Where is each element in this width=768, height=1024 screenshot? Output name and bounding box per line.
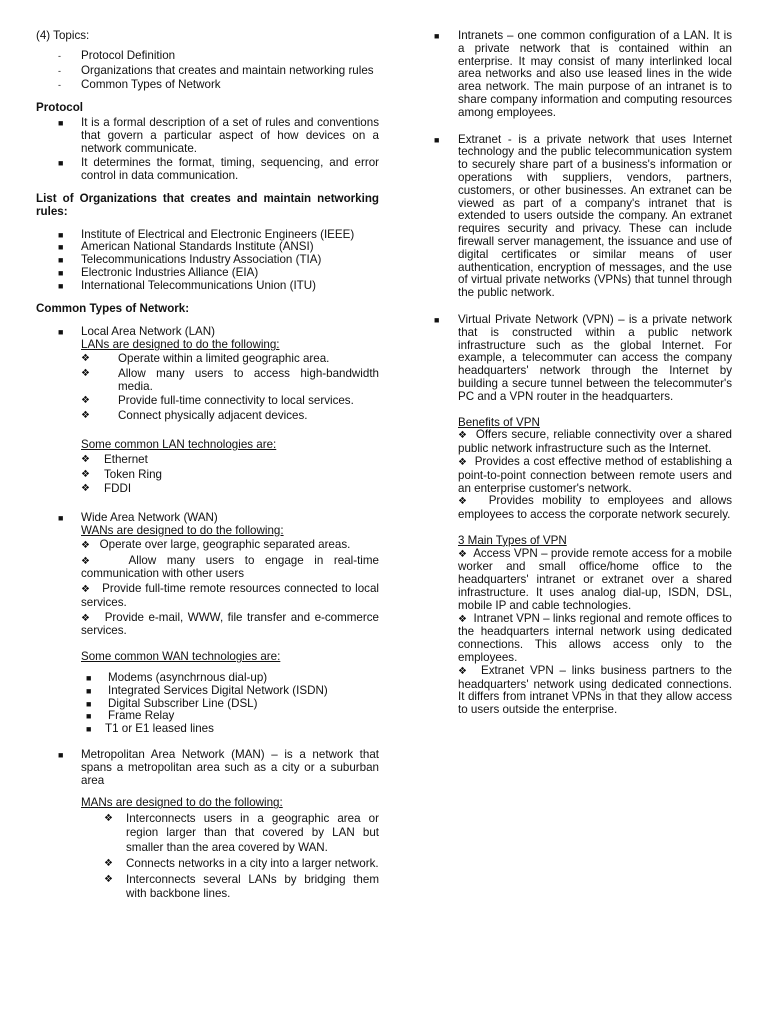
vpn-benefits-heading: Benefits of VPN	[458, 415, 540, 429]
square-bullet-icon: ■	[58, 229, 64, 240]
list-item: - Organizations that creates and maintain networking rules	[58, 63, 374, 77]
square-bullet-icon: ■	[58, 513, 64, 524]
diamond-bullet-icon: ❖	[458, 496, 473, 508]
man-title: Metropolitan Area Network (MAN) – is a network that spans a metropolitan area such as a city or a suburban area	[81, 748, 379, 787]
diamond-bullet-icon: ❖	[458, 456, 468, 468]
square-bullet-icon: ■	[58, 280, 64, 291]
list-item: ❖ Interconnects several LANs by bridging them with backbone lines.	[104, 873, 379, 901]
diamond-bullet-icon: ❖	[458, 665, 470, 677]
list-item: ■ Telecommunications Industry Association (TIA)	[58, 253, 322, 267]
list-item: ❖ Provide full-time remote resources connected to local services.	[81, 582, 379, 609]
list-item: ■ T1 or E1 leased lines	[86, 722, 214, 736]
organizations-heading: List of Organizations that creates and maintain networking rules:	[36, 191, 379, 218]
diamond-bullet-icon: ❖	[458, 430, 468, 442]
diamond-bullet-icon: ❖	[81, 468, 90, 480]
list-item: ■ Integrated Services Digital Network (ISDN)	[86, 683, 328, 697]
diamond-bullet-icon: ❖	[81, 453, 90, 465]
lan-section	[36, 326, 379, 496]
list-item: ❖ Allow many users to access high-bandwidth media.	[81, 366, 379, 393]
list-item: - Common Types of Network	[58, 78, 221, 92]
diamond-bullet-icon: ❖	[81, 483, 90, 495]
man-section	[36, 749, 379, 901]
square-bullet-icon: ■	[86, 724, 92, 735]
square-bullet-icon: ■	[58, 158, 64, 169]
list-item: ❖ Allow many users to engage in real-time communication with other users	[81, 553, 379, 581]
square-bullet-icon: ■	[434, 31, 440, 41]
list-item: ❖ Extranet VPN – links business partners to the headquarters' network using dedicated connections. It differs from intranet VPNs in that they allow access to users outside the enterprise.	[458, 663, 733, 717]
network-types-heading: Common Types of Network:	[36, 301, 190, 315]
dash-marker: -	[58, 80, 61, 91]
vpn-types-heading: 3 Main Types of VPN	[458, 533, 567, 547]
right-column	[432, 30, 732, 717]
diamond-bullet-icon: ❖	[81, 539, 90, 551]
list-item: ❖ Interconnects users in a geographic area or region larger than that covered by LAN but smaller than the area covered by WAN.	[104, 812, 379, 854]
vpn-definition: Virtual Private Network (VPN) – is a private network that is constructed within a public network infrastructure such as the global Internet. For example, a telecommuter can access the company headquarters' network through the Internet by building a secure tunnel between the telecommuter's PC and a VPN router in the headquarters.	[458, 312, 732, 403]
diamond-bullet-icon: ❖	[81, 584, 91, 596]
diamond-bullet-icon: ❖	[81, 555, 98, 567]
list-item: ■ International Telecommunications Union (ITU)	[58, 278, 316, 292]
list-item: ❖ Provide full-time connectivity to local services.	[81, 394, 354, 408]
list-item: ❖ Provide e-mail, WWW, file transfer and e-commerce services.	[81, 610, 379, 638]
square-bullet-icon: ■	[86, 698, 92, 709]
list-item: ■ It determines the format, timing, sequencing, and error control in data communication.	[58, 156, 379, 183]
diamond-bullet-icon: ❖	[104, 813, 113, 825]
dash-marker: -	[58, 50, 61, 61]
dash-marker: -	[58, 65, 61, 76]
wan-section	[36, 512, 379, 736]
vpn-section	[432, 314, 732, 717]
intranets-item: ■ Intranets – one common configuration of a LAN. It is a private network that is contained within an enterprise. It may consist of many interlinked local area networks and also use leased lines in the wide area network. The main purpose of an intranet is to share company information and computing resources among employees.	[434, 29, 732, 119]
lan-tech-heading: Some common LAN technologies are:	[81, 437, 277, 451]
organizations-list	[36, 229, 379, 293]
extranet-item: ■ Extranet - is a private network that uses Internet technology and the public telecommunication system to securely share part of a business's information or operations with suppliers, vendors, partners, customers, or other businesses. An extranet can be viewed as part of a company's intranet that is extended to users outside the company. An extranet requires security and privacy. These can include firewall server management, the issuance and use of digital certificates or similar means of user authentication, encryption of messages, and the use of virtual private networks (VPNs) that tunnel through the public network.	[434, 132, 732, 300]
list-item: ■ It is a formal description of a set of rules and conventions that govern a particular aspect of how devices on a network communicate.	[58, 115, 379, 155]
square-bullet-icon: ■	[86, 711, 92, 722]
list-item: ❖ Operate within a limited geographic area.	[81, 351, 330, 365]
square-bullet-icon: ■	[58, 117, 64, 128]
wan-tech-heading: Some common WAN technologies are:	[81, 650, 281, 664]
lan-designed-heading: LANs are designed to do the following:	[81, 338, 280, 352]
list-item: ❖ Offers secure, reliable connectivity over a shared public network infrastructure such as the Internet.	[458, 428, 732, 456]
diamond-bullet-icon: ❖	[458, 548, 468, 560]
diamond-bullet-icon: ❖	[104, 857, 113, 869]
protocol-heading: Protocol	[36, 101, 84, 115]
list-item: ❖ FDDI	[81, 482, 132, 496]
diamond-bullet-icon: ❖	[81, 367, 90, 379]
list-item: ❖ Provides a cost effective method of establishing a point-to-point connection between remote users and an enterprise customer's network.	[458, 454, 732, 495]
list-item: ❖ Connect physically adjacent devices.	[81, 409, 308, 423]
square-bullet-icon: ■	[58, 750, 64, 761]
square-bullet-icon: ■	[58, 267, 64, 278]
list-item: ❖ Operate over large, geographic separated areas.	[81, 537, 351, 551]
square-bullet-icon: ■	[86, 673, 92, 684]
square-bullet-icon: ■	[434, 134, 440, 145]
square-bullet-icon: ■	[434, 314, 440, 325]
diamond-bullet-icon: ❖	[81, 410, 90, 422]
square-bullet-icon: ■	[58, 242, 64, 253]
list-item: ❖ Access VPN – provide remote access for a mobile worker and small office/home office to the headquarters' intranet or extranet over a shared infrastructure. It uses analog dial-up, ISDN, DSL, mobile IP and cable technologies.	[458, 546, 733, 612]
lan-title: Local Area Network (LAN)	[81, 325, 216, 339]
diamond-bullet-icon: ❖	[81, 612, 92, 624]
topics-list	[36, 50, 379, 92]
left-column	[36, 30, 379, 901]
wan-designed-heading: WANs are designed to do the following:	[81, 523, 284, 537]
man-designed-heading: MANs are designed to do the following:	[81, 796, 283, 810]
list-item: ❖ Provides mobility to employees and allows employees to access the corporate network securely.	[458, 494, 732, 522]
list-item: ❖ Token Ring	[81, 467, 163, 481]
square-bullet-icon: ■	[86, 685, 92, 696]
list-item: ■ Institute of Electrical and Electronic Engineers (IEEE)	[58, 227, 355, 241]
diamond-bullet-icon: ❖	[81, 352, 90, 364]
list-item: ❖ Intranet VPN – links regional and remote offices to the headquarters internal network using dedicated connections. This allows access only to the employees.	[458, 611, 732, 665]
square-bullet-icon: ■	[58, 255, 64, 266]
list-item: ❖ Ethernet	[81, 452, 148, 466]
list-item: - Protocol Definition	[58, 48, 176, 62]
wan-title: Wide Area Network (WAN)	[81, 511, 218, 525]
diamond-bullet-icon: ❖	[458, 613, 467, 625]
diamond-bullet-icon: ❖	[81, 395, 90, 407]
topics-heading: (4) Topics:	[36, 29, 90, 42]
list-item: ■ Frame Relay	[86, 709, 175, 723]
diamond-bullet-icon: ❖	[104, 874, 113, 886]
list-item: ■ Digital Subscriber Line (DSL)	[86, 696, 258, 710]
square-bullet-icon: ■	[58, 327, 64, 338]
list-item: ❖ Connects networks in a city into a larger network.	[104, 856, 379, 870]
list-item: ■ Electronic Industries Alliance (EIA)	[58, 265, 259, 279]
list-item: ■ American National Standards Institute (ANSI)	[58, 240, 314, 254]
list-item: ■ Modems (asynchrnous dial-up)	[86, 671, 268, 685]
